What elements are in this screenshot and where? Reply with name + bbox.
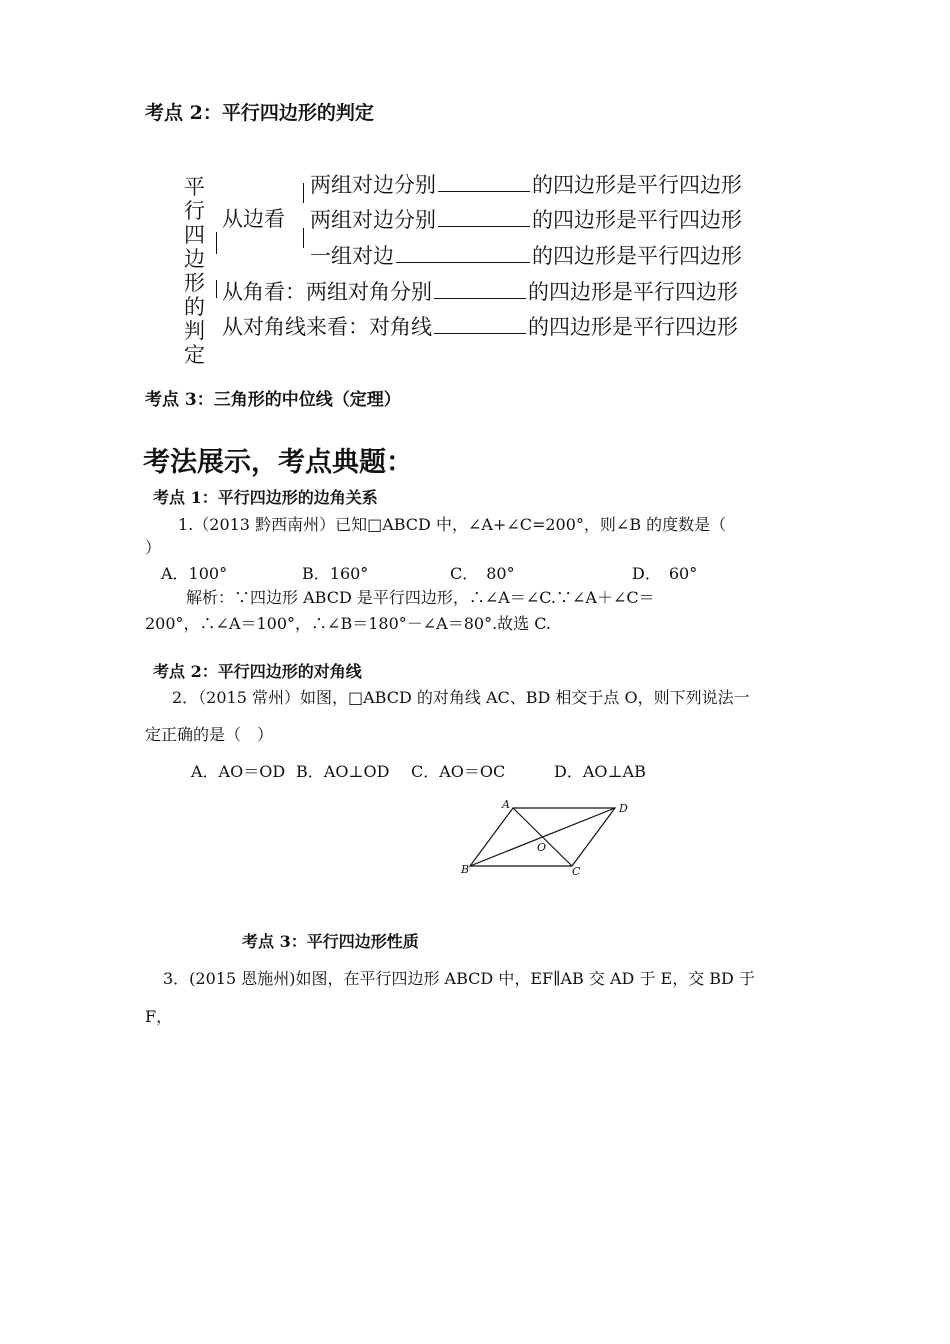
parallelogram-figure [455,795,645,880]
q2-option-d[interactable]: D．AO⊥AB [554,762,646,781]
angle-rule: 从角看：两组对角分别 的四边形是平行四边形 [222,280,738,304]
vertical-char: 形 [184,271,205,295]
answer-blank[interactable] [434,297,526,299]
vertical-char: 判 [184,319,205,343]
answer-blank[interactable] [396,261,530,263]
q2-option-c[interactable]: C．AO＝OC [411,762,506,781]
vertex-label-a: A [502,798,510,811]
side-rule-3: 一组对边 的四边形是平行四边形 [310,244,742,268]
vertex-label-d: D [619,802,628,815]
section-title-kd3: 考点 3：三角形的中位线（定理） [145,390,401,410]
q1-option-a[interactable]: A．100° [161,564,228,583]
q1-stem-line1: 1.（2013 黔西南州）已知□ABCD 中，∠A+∠C=200°，则∠B 的度数是（ [178,515,727,534]
brace-bar [303,228,304,248]
vertical-char: 行 [184,199,205,223]
q1-option-b[interactable]: B．160° [302,564,369,583]
answer-blank[interactable] [438,190,530,192]
answer-blank[interactable] [434,332,526,334]
section-title-kd2: 考点 2：平行四边形的判定 [145,102,374,124]
vertex-label-c: C [572,865,581,878]
q2-stem-line1: 2．（2015 常州）如图，□ABCD 的对角线 AC、BD 相交于点 O，则下列说法一 [172,688,750,707]
q3-heading: 考点 3：平行四边形性质 [242,932,419,951]
q2-option-a[interactable]: A．AO＝OD [191,762,286,781]
q2-stem-line2: 定正确的是（ ） [145,725,274,744]
vertical-char: 边 [184,247,205,271]
vertical-char: 四 [184,223,205,247]
q1-option-d[interactable]: D． 60° [632,564,698,583]
q2-option-b[interactable]: B．AO⊥OD [296,762,390,781]
q1-heading: 考点 1：平行四边形的边角关系 [153,488,378,507]
from-side-label: 从边看 [222,207,285,231]
q1-option-c[interactable]: C． 80° [450,564,515,583]
brace-bar [303,183,304,203]
q1-stem-line2: ） [145,538,162,557]
vertex-label-b: B [461,863,470,876]
diag-rule: 从对角线来看：对角线 的四边形是平行四边形 [222,315,738,339]
brace-bar [216,280,217,298]
center-label-o: O [537,841,547,854]
q3-stem-line1: 3．(2015 恩施州)如图，在平行四边形 ABCD 中，EF∥AB 交 AD 于 E，交 BD 于 [163,969,755,988]
vertical-char: 平 [184,175,205,199]
q3-stem-line2: F， [145,1007,173,1026]
vertical-char: 定 [184,343,205,367]
vertical-char: 的 [184,295,205,319]
q1-solution-line2: 200°，∴∠A＝100°，∴∠B＝180°－∠A＝80°.故选 C. [145,614,551,633]
q2-heading: 考点 2：平行四边形的对角线 [153,662,362,681]
side-rule-2: 两组对边分别 的四边形是平行四边形 [310,208,742,232]
side-rule-1: 两组对边分别 的四边形是平行四边形 [310,173,742,197]
q1-solution-line1: 解析：∵四边形 ABCD 是平行四边形，∴∠A＝∠C.∵∠A＋∠C＝ [186,588,655,607]
brace-bar [216,232,217,254]
big-heading: 考法展示，考点典题： [143,447,413,478]
answer-blank[interactable] [438,225,530,227]
